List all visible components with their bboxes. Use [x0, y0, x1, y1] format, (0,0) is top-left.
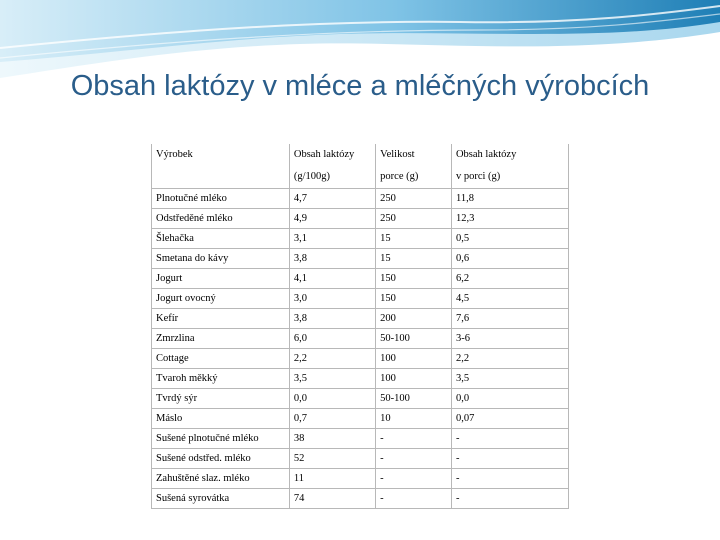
table-row: [152, 369, 569, 389]
cell-lactose-100g: 2,2: [289, 349, 375, 369]
cell-portion-size: 10: [376, 409, 452, 429]
cell-portion-size: 15: [376, 249, 452, 269]
cell-lactose-portion: 11,8: [451, 189, 568, 209]
cell-product: Šlehačka: [152, 229, 290, 249]
cell-lactose-100g: 4,9: [289, 209, 375, 229]
table-body: [152, 189, 569, 509]
cell-lactose-portion: -: [451, 469, 568, 489]
cell-lactose-portion: 12,3: [451, 209, 568, 229]
cell-product: Sušená syrovátka: [152, 489, 290, 509]
header-wave-banner: [0, 0, 720, 80]
lactose-table: [151, 144, 569, 509]
cell-lactose-100g: 4,1: [289, 269, 375, 289]
table-header-row-2: [152, 166, 569, 189]
cell-product: Plnotučné mléko: [152, 189, 290, 209]
cell-product: Zmrzlina: [152, 329, 290, 349]
cell-portion-size: 250: [376, 209, 452, 229]
table-row: [152, 329, 569, 349]
cell-lactose-100g: 3,0: [289, 289, 375, 309]
header-lactose-unit: (g/100g): [289, 166, 375, 189]
table-row: [152, 349, 569, 369]
cell-product: Jogurt: [152, 269, 290, 289]
cell-lactose-100g: 38: [289, 429, 375, 449]
cell-lactose-portion: 0,6: [451, 249, 568, 269]
cell-portion-size: -: [376, 449, 452, 469]
cell-lactose-100g: 3,8: [289, 249, 375, 269]
cell-portion-size: 150: [376, 289, 452, 309]
table-row: [152, 409, 569, 429]
cell-portion-size: 100: [376, 349, 452, 369]
table-row: [152, 189, 569, 209]
table-row: [152, 249, 569, 269]
cell-portion-size: 250: [376, 189, 452, 209]
cell-lactose-100g: 6,0: [289, 329, 375, 349]
header-lactose-content: Obsah laktózy: [289, 144, 375, 166]
cell-product: Máslo: [152, 409, 290, 429]
cell-portion-size: -: [376, 489, 452, 509]
cell-product: Sušené odstřed. mléko: [152, 449, 290, 469]
cell-product: Sušené plnotučné mléko: [152, 429, 290, 449]
cell-lactose-portion: 6,2: [451, 269, 568, 289]
cell-lactose-100g: 3,8: [289, 309, 375, 329]
cell-lactose-portion: 3-6: [451, 329, 568, 349]
cell-lactose-portion: -: [451, 429, 568, 449]
cell-lactose-100g: 4,7: [289, 189, 375, 209]
cell-portion-size: 50-100: [376, 329, 452, 349]
cell-product: Cottage: [152, 349, 290, 369]
cell-product: Smetana do kávy: [152, 249, 290, 269]
cell-lactose-100g: 11: [289, 469, 375, 489]
cell-lactose-portion: 0,5: [451, 229, 568, 249]
cell-lactose-100g: 3,5: [289, 369, 375, 389]
cell-lactose-portion: 7,6: [451, 309, 568, 329]
cell-lactose-portion: 2,2: [451, 349, 568, 369]
cell-lactose-portion: -: [451, 489, 568, 509]
cell-lactose-100g: 3,1: [289, 229, 375, 249]
cell-portion-size: 150: [376, 269, 452, 289]
cell-lactose-portion: 0,0: [451, 389, 568, 409]
cell-lactose-portion: 0,07: [451, 409, 568, 429]
header-portion-size: Velikost: [376, 144, 452, 166]
table-row: [152, 229, 569, 249]
table-row: [152, 389, 569, 409]
header-portion-unit: porce (g): [376, 166, 452, 189]
cell-lactose-100g: 0,7: [289, 409, 375, 429]
cell-portion-size: -: [376, 469, 452, 489]
header-product: Výrobek: [152, 144, 290, 166]
cell-lactose-100g: 74: [289, 489, 375, 509]
cell-lactose-portion: 4,5: [451, 289, 568, 309]
table-header-row-1: [152, 144, 569, 166]
table-row: [152, 429, 569, 449]
table-row: [152, 269, 569, 289]
table-row: [152, 469, 569, 489]
header-product-sub: [152, 166, 290, 189]
cell-product: Odstředěné mléko: [152, 209, 290, 229]
cell-portion-size: -: [376, 429, 452, 449]
cell-lactose-portion: -: [451, 449, 568, 469]
table-row: [152, 289, 569, 309]
cell-portion-size: 100: [376, 369, 452, 389]
table-row: [152, 309, 569, 329]
cell-portion-size: 50-100: [376, 389, 452, 409]
cell-portion-size: 15: [376, 229, 452, 249]
cell-lactose-portion: 3,5: [451, 369, 568, 389]
table-row: [152, 449, 569, 469]
cell-product: Kefír: [152, 309, 290, 329]
table-row: [152, 489, 569, 509]
cell-product: Tvaroh měkký: [152, 369, 290, 389]
header-lactose-per-portion: Obsah laktózy: [451, 144, 568, 166]
cell-portion-size: 200: [376, 309, 452, 329]
cell-lactose-100g: 0,0: [289, 389, 375, 409]
cell-product: Jogurt ovocný: [152, 289, 290, 309]
cell-product: Tvrdý sýr: [152, 389, 290, 409]
cell-product: Zahuštěné slaz. mléko: [152, 469, 290, 489]
table-row: [152, 209, 569, 229]
header-per-portion-unit: v porci (g): [451, 166, 568, 189]
slide-title: Obsah laktózy v mléce a mléčných výrobcích: [70, 70, 650, 102]
cell-lactose-100g: 52: [289, 449, 375, 469]
